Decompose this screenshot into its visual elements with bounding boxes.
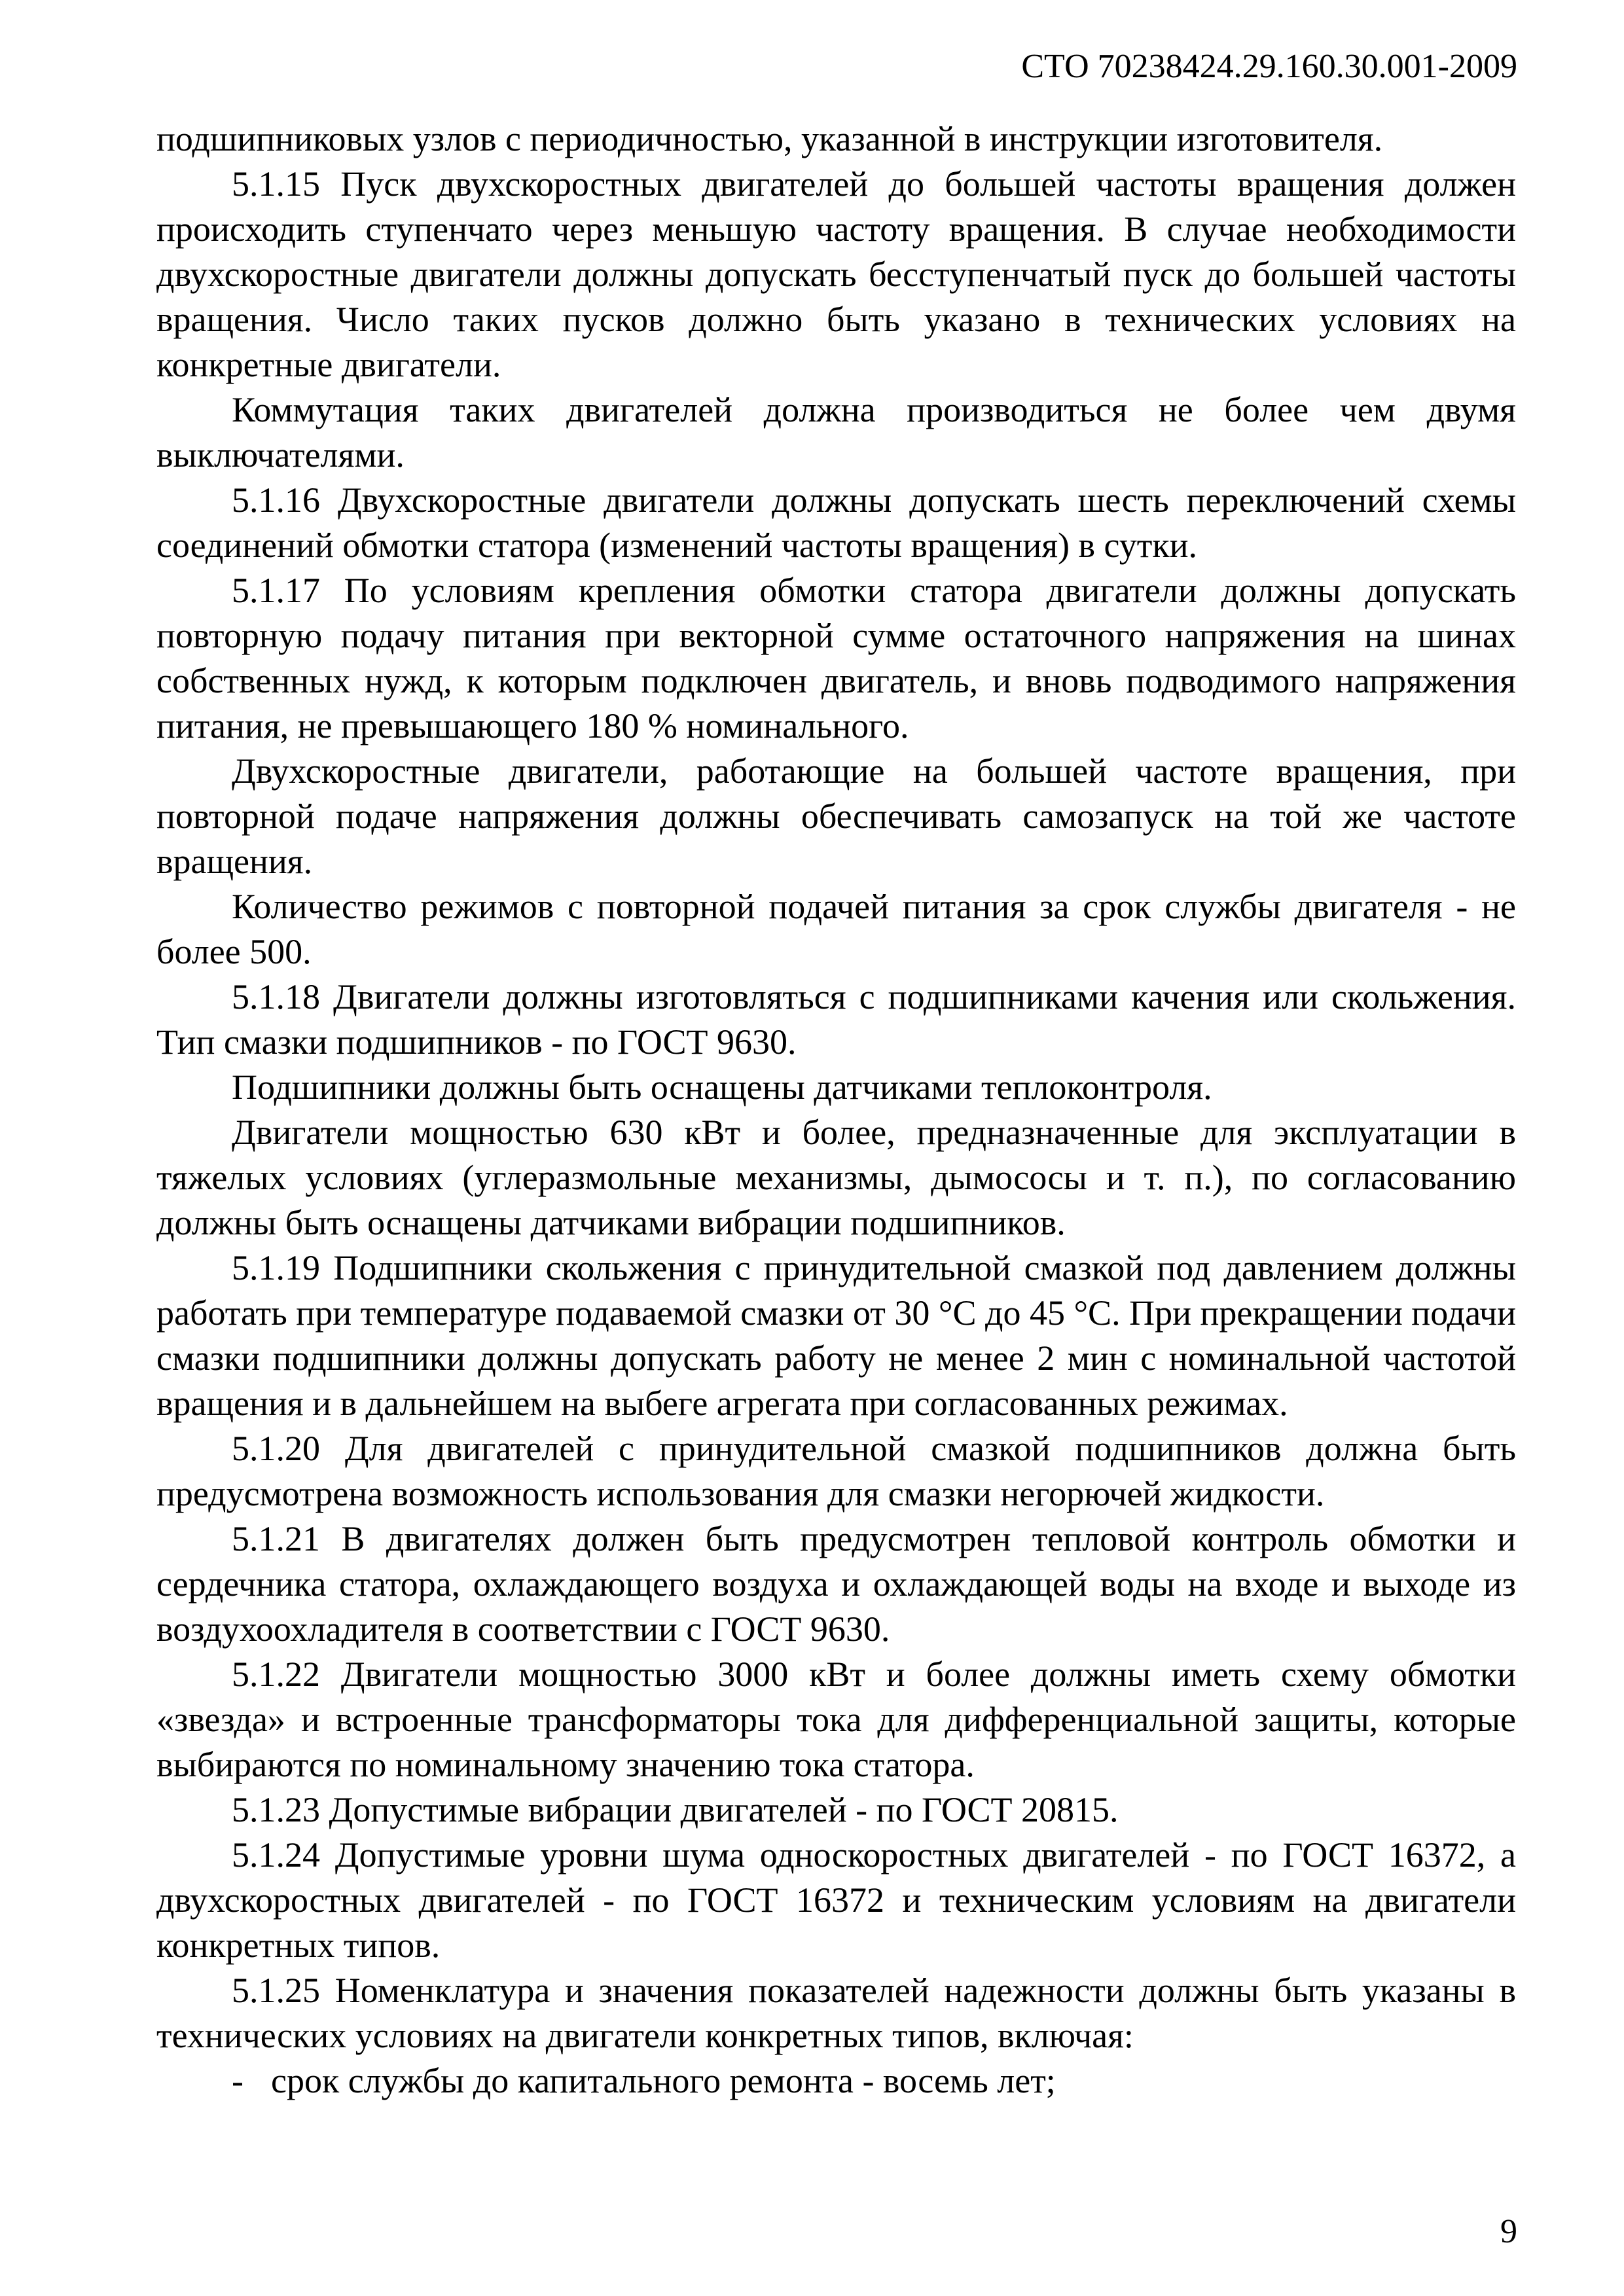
paragraph-5-1-24: 5.1.24 Допустимые уровни шума односкоростных двигателей - по ГОСТ 16372, а двухскоростных двигателей - по ГОСТ 16372 и техническим условиям на двигатели конкретных типов. (156, 1835, 1516, 1965)
list-bullet: - (232, 2061, 244, 2100)
document-body (156, 117, 1516, 2104)
paragraph-5-1-20: 5.1.20 Для двигателей с принудительной смазкой подшипников должна быть предусмотрена возможность использования для смазки негорючей жидкости. (156, 1429, 1516, 1513)
page-number: 9 (1500, 2213, 1517, 2250)
paragraph-5-1-23: 5.1.23 Допустимые вибрации двигателей - по ГОСТ 20815. (232, 1790, 1119, 1829)
document-code-header: СТО 70238424.29.160.30.001-2009 (1021, 48, 1517, 85)
paragraph-5-1-15: 5.1.15 Пуск двухскоростных двигателей до большей частоты вращения должен происходить ступенчато через меньшую частоту вращения. В случае необходимости двухскоростные двигатели должны допускать бесступенчатый пуск до большей частоты вращения. Число таких пусков должно быть указано в технических условиях на конкретные двигатели. (156, 164, 1516, 384)
paragraph-5-1-18: 5.1.18 Двигатели должны изготовляться с подшипниками качения или скольжения. Тип смазки подшипников - по ГОСТ 9630. (156, 977, 1516, 1062)
paragraph-bearing-sensors: Подшипники должны быть оснащены датчиками теплоконтроля. (232, 1067, 1212, 1107)
list-item-text: срок службы до капитального ремонта - восемь лет; (271, 2061, 1056, 2100)
paragraph-5-1-21: 5.1.21 В двигателях должен быть предусмотрен тепловой контроль обмотки и сердечника статора, охлаждающего воздуха и охлаждающей воды на входе и выходе из воздухоохладителя в соответствии с ГОСТ 9630. (156, 1519, 1516, 1649)
paragraph-5-1-22: 5.1.22 Двигатели мощностью 3000 кВт и более должны иметь схему обмотки «звезда» и встроенные трансформаторы тока для дифференциальной защиты, которые выбираются по номинальному значению тока статора. (156, 1655, 1516, 1784)
paragraph-continuation: подшипниковых узлов с периодичностью, указанной в инструкции изготовителя. (156, 119, 1383, 158)
paragraph-5-1-17: 5.1.17 По условиям крепления обмотки статора двигатели должны допускать повторную подачу питания при векторной сумме остаточного напряжения на шинах собственных нужд, к которым подключен двигатель, и вновь подводимого напряжения питания, не превышающего 180 % номинального. (156, 571, 1516, 745)
paragraph-vibration-sensors: Двигатели мощностью 630 кВт и более, предназначенные для эксплуатации в тяжелых условиях (углеразмольные механизмы, дымососы и т. п.), по согласованию должны быть оснащены датчиками вибрации подшипников. (156, 1113, 1516, 1242)
paragraph-5-1-25: 5.1.25 Номенклатура и значения показателей надежности должны быть указаны в технических условиях на двигатели конкретных типов, включая: (156, 1971, 1516, 2055)
paragraph-5-1-19: 5.1.19 Подшипники скольжения с принудительной смазкой под давлением должны работать при температуре подаваемой смазки от 30 °С до 45 °С. При прекращении подачи смазки подшипники должны допускать работу не менее 2 мин с номинальной частотой вращения и в дальнейшем на выбеге агрегата при согласованных режимах. (156, 1248, 1516, 1423)
paragraph-self-start: Двухскоростные двигатели, работающие на большей частоте вращения, при повторной подаче напряжения должны обеспечивать самозапуск на той же частоте вращения. (156, 751, 1516, 881)
paragraph-switching: Коммутация таких двигателей должна производиться не более чем двумя выключателями. (156, 390, 1516, 475)
paragraph-repeated-power-count: Количество режимов с повторной подачей питания за срок службы двигателя - не более 500. (156, 887, 1516, 971)
list-item (156, 2058, 1516, 2104)
paragraph-5-1-16: 5.1.16 Двухскоростные двигатели должны допускать шесть переключений схемы соединений обмотки статора (изменений частоты вращения) в сутки. (156, 480, 1516, 565)
